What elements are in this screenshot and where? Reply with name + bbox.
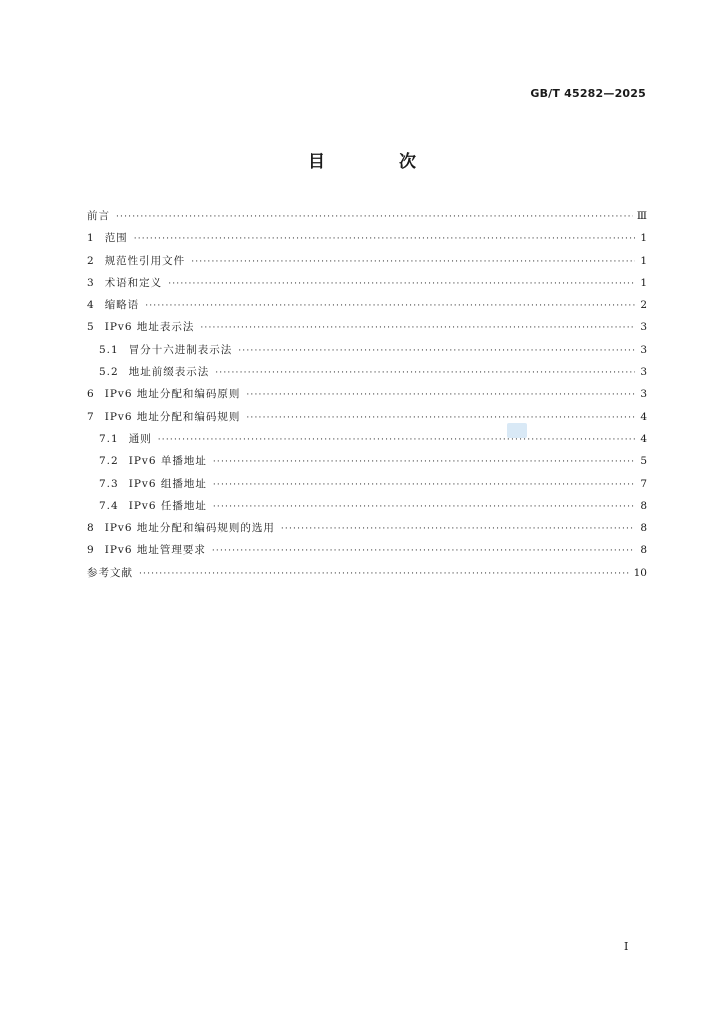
toc-entry-page: 7	[640, 477, 647, 490]
toc-entry-page: 1	[640, 232, 647, 245]
toc-entry[interactable]	[87, 428, 647, 450]
toc-entry-page: 8	[640, 522, 647, 535]
toc-entry[interactable]	[87, 406, 647, 428]
toc-leader-dots	[281, 518, 635, 540]
toc-entry[interactable]	[87, 205, 647, 227]
toc-leader-dots	[213, 451, 635, 473]
toc-entry-page: 3	[640, 321, 647, 334]
toc-entry-number: 7	[87, 410, 95, 423]
toc-entry[interactable]	[87, 316, 647, 338]
toc-leader-dots	[158, 429, 635, 451]
toc-leader-dots	[139, 563, 630, 585]
toc-entry-page: 3	[640, 343, 647, 356]
toc-leader-dots	[191, 251, 635, 273]
toc-entry-page: 4	[640, 410, 647, 423]
toc-entry-page: Ⅲ	[636, 210, 647, 222]
toc-entry[interactable]	[87, 383, 647, 405]
toc-entry-title: IPv6 地址表示法	[104, 321, 195, 334]
page-number: I	[624, 940, 629, 953]
toc-entry-number: 9	[87, 544, 95, 557]
page-title: 目 次	[308, 152, 450, 172]
toc-entry-number: 2	[87, 254, 95, 267]
toc-entry-number: 6	[87, 388, 95, 401]
toc-entry-title: IPv6 地址分配和编码规则的选用	[104, 522, 275, 535]
toc-entry-number: 7.2	[99, 455, 119, 468]
toc-entry-number: 1	[87, 232, 95, 245]
standard-code: GB/T 45282—2025	[530, 87, 646, 100]
toc-leader-dots	[134, 228, 635, 250]
toc-entry-page: 1	[640, 254, 647, 267]
toc-entry-title: 规范性引用文件	[104, 254, 186, 267]
toc-entry-title: 地址前缀表示法	[128, 366, 210, 379]
toc-entry-page: 10	[633, 566, 647, 579]
toc-entry-title: IPv6 单播地址	[128, 455, 207, 468]
toc-entry[interactable]	[87, 250, 647, 272]
watermark-stamp	[507, 423, 527, 438]
toc-leader-dots	[145, 295, 635, 317]
toc-entry[interactable]	[87, 495, 647, 517]
toc-entry-page: 8	[640, 544, 647, 557]
toc-entry-number: 3	[87, 276, 95, 289]
toc-entry[interactable]	[87, 361, 647, 383]
toc-leader-dots	[213, 474, 635, 496]
toc-entry-title: 前言	[87, 210, 110, 222]
toc-entry-number: 7.4	[99, 499, 119, 512]
toc-entry-number: 7.3	[99, 477, 119, 490]
toc-leader-dots	[168, 273, 635, 295]
toc-entry-title: 缩略语	[104, 299, 140, 312]
toc-entry[interactable]	[87, 539, 647, 561]
toc-leader-dots	[215, 362, 635, 384]
toc-entry[interactable]	[87, 517, 647, 539]
toc-entry-number: 5.1	[99, 343, 119, 356]
toc-entry-number: 5.2	[99, 366, 119, 379]
toc-entry-title: IPv6 地址管理要求	[104, 544, 206, 557]
toc-leader-dots	[213, 496, 635, 518]
toc-entry-title: 术语和定义	[104, 276, 163, 289]
toc-entry[interactable]	[87, 562, 647, 584]
toc-entry[interactable]	[87, 272, 647, 294]
toc-entry-title: IPv6 地址分配和编码原则	[104, 388, 241, 401]
toc-entry[interactable]	[87, 294, 647, 316]
toc-entry-number: 4	[87, 299, 95, 312]
toc-entry-title: 范围	[104, 232, 128, 245]
toc-entry[interactable]	[87, 473, 647, 495]
table-of-contents	[87, 205, 647, 584]
toc-leader-dots	[246, 384, 635, 406]
toc-entry-page: 5	[640, 455, 647, 468]
toc-entry-number: 8	[87, 522, 95, 535]
toc-entry-title: 冒分十六进制表示法	[128, 343, 233, 356]
toc-entry[interactable]	[87, 227, 647, 249]
toc-entry-number: 5	[87, 321, 95, 334]
toc-entry-title: IPv6 任播地址	[128, 499, 207, 512]
toc-entry-page: 1	[640, 276, 647, 289]
toc-leader-dots	[212, 540, 635, 562]
toc-entry-title: IPv6 组播地址	[128, 477, 207, 490]
toc-entry-page: 2	[640, 299, 647, 312]
toc-leader-dots	[238, 340, 635, 362]
toc-leader-dots	[200, 317, 635, 339]
toc-entry-title: 通则	[128, 432, 152, 445]
toc-entry[interactable]	[87, 450, 647, 472]
toc-entry-title: IPv6 地址分配和编码规则	[104, 410, 241, 423]
toc-entry-page: 8	[640, 499, 647, 512]
toc-entry-page: 4	[640, 432, 647, 445]
toc-entry-page: 3	[640, 366, 647, 379]
toc-leader-dots	[116, 206, 633, 228]
toc-leader-dots	[246, 407, 635, 429]
toc-entry-title: 参考文献	[87, 566, 133, 579]
toc-entry[interactable]	[87, 339, 647, 361]
toc-entry-page: 3	[640, 388, 647, 401]
toc-entry-number: 7.1	[99, 432, 119, 445]
